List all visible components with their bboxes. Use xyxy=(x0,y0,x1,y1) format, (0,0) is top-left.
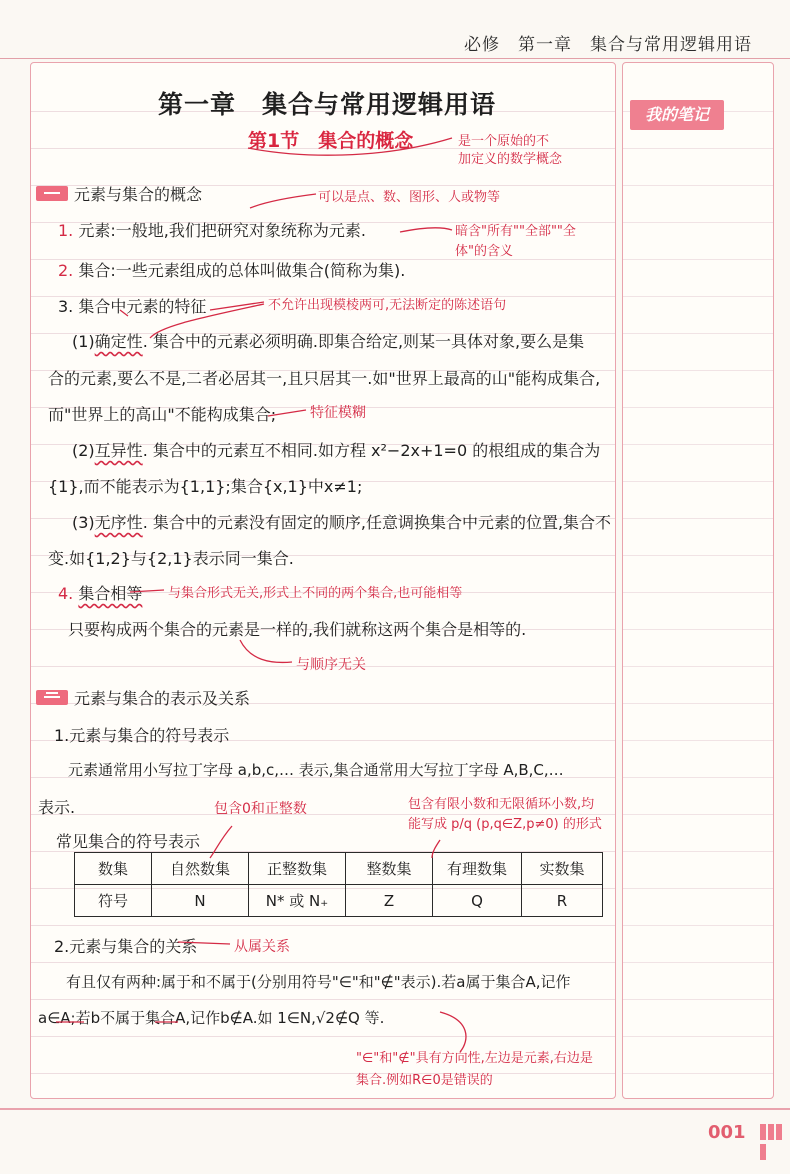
item-3-line: 3. 集合中元素的特征 xyxy=(58,297,207,316)
table-caption: 常见集合的符号表示 xyxy=(56,832,201,851)
item-4-term: 集合相等 xyxy=(78,584,143,603)
chapter-title: 第一章 集合与常用逻辑用语 xyxy=(158,90,497,119)
property-1-text: . 集合中的元素必须明确.即集合给定,则某一具体对象,要么是集 xyxy=(142,332,585,351)
table-cell: 有理数集 xyxy=(433,853,522,885)
note-all-meaning: 暗含"所有""全部""全 体"的含义 xyxy=(455,224,576,259)
item-2-text: :一些元素组成的总体叫做集合(简称为集). xyxy=(110,261,406,280)
property-2-text: . 集合中的元素互不相同.如方程 x²−2x+1=0 的根组成的集合为 xyxy=(142,441,601,460)
table-cell: 数集 xyxy=(75,853,152,885)
symbol-text: 元素通常用小写拉丁字母 a,b,c,… 表示,集合通常用大写拉丁字母 A,B,C,… xyxy=(68,761,564,779)
property-3-number: (3) xyxy=(72,513,95,532)
item-2-number: 2. xyxy=(58,261,74,280)
property-1-cont-1: 合的元素,要么不是,二者必居其一,且只居其一.如"世界上最高的山"能构成集合, xyxy=(48,369,601,388)
note-positive-integers: 包含0和正整数 xyxy=(214,801,307,817)
section-title: 第1节 集合的概念 xyxy=(248,130,414,152)
table-cell: 符号 xyxy=(75,885,152,917)
property-1-term: 确定性 xyxy=(94,332,143,351)
property-3-cont: 变.如{1,2}与{2,1}表示同一集合. xyxy=(48,549,294,568)
table-cell: R xyxy=(522,885,603,917)
note-set-equality: 与集合形式无关,形式上不同的两个集合,也可能相等 xyxy=(168,586,463,601)
relation-text: 有且仅有两种:属于和不属于(分别用符号"∈"和"∉"表示).若a属于集合A,记作 xyxy=(66,973,571,991)
table-cell: Z xyxy=(346,885,433,917)
item-4-number: 4. xyxy=(58,584,74,603)
section-one-heading: 元素与集合的概念 xyxy=(74,185,203,204)
item-1-term: 元素 xyxy=(78,221,111,240)
note-order-independent: 与顺序无关 xyxy=(296,657,366,673)
note-definiteness: 不允许出现模棱两可,无法断定的陈述语句 xyxy=(268,298,507,313)
table-cell: 正整数集 xyxy=(249,853,346,885)
note-rational-numbers: 包含有限小数和无限循环小数,均 能写成 p/q (p,q∈Z,p≠0) 的形式 xyxy=(408,797,602,832)
my-notes-tag: 我的笔记 xyxy=(630,100,724,130)
item-1-text: :一般地,我们把研究对象统称为元素. xyxy=(110,221,366,240)
relation-text-cont: a∈A;若b不属于集合A,记作b∉A.如 1∈N,√2∉Q 等. xyxy=(38,1009,385,1027)
property-3-term: 无序性 xyxy=(94,513,143,532)
symbol-heading: 1.元素与集合的符号表示 xyxy=(54,726,230,745)
running-header: 必修 第一章 集合与常用逻辑用语 xyxy=(464,35,752,55)
property-2-number: (2) xyxy=(72,441,95,460)
property-1-cont-2: 而"世界上的高山"不能构成集合; xyxy=(48,405,277,424)
section-two-heading: 元素与集合的表示及关系 xyxy=(74,689,251,708)
table-cell: Q xyxy=(433,885,522,917)
property-2-cont: {1},而不能表示为{1,1};集合{x,1}中x≠1; xyxy=(48,477,363,496)
property-2-term: 互异性 xyxy=(94,441,143,460)
set-equality-text: 只要构成两个集合的元素是一样的,我们就称这两个集合是相等的. xyxy=(68,620,527,639)
property-3-text: . 集合中的元素没有固定的顺序,任意调换集合中元素的位置,集合不 xyxy=(142,513,612,532)
relation-heading: 2.元素与集合的关系 xyxy=(54,937,198,956)
item-2-term: 集合 xyxy=(78,261,111,280)
table-cell: N xyxy=(152,885,249,917)
note-primitive-concept: 是一个原始的不 加定义的数学概念 xyxy=(458,134,563,167)
table-cell: 实数集 xyxy=(522,853,603,885)
property-1-number: (1) xyxy=(72,332,95,351)
note-fuzzy-feature: 特征模糊 xyxy=(310,405,366,421)
table-cell: 整数集 xyxy=(346,853,433,885)
note-direction: "∈"和"∉"具有方向性,左边是元素,右边是 集合.例如R∈0是错误的 xyxy=(356,1051,593,1088)
note-membership: 从属关系 xyxy=(234,939,290,955)
symbol-text-cont: 表示. xyxy=(38,798,76,817)
table-cell: N* 或 N₊ xyxy=(249,885,346,917)
note-element-examples: 可以是点、数、图形、人或物等 xyxy=(318,190,501,205)
item-1-number: 1. xyxy=(58,221,74,240)
page-number: 001 xyxy=(708,1122,746,1143)
table-cell: 自然数集 xyxy=(152,853,249,885)
